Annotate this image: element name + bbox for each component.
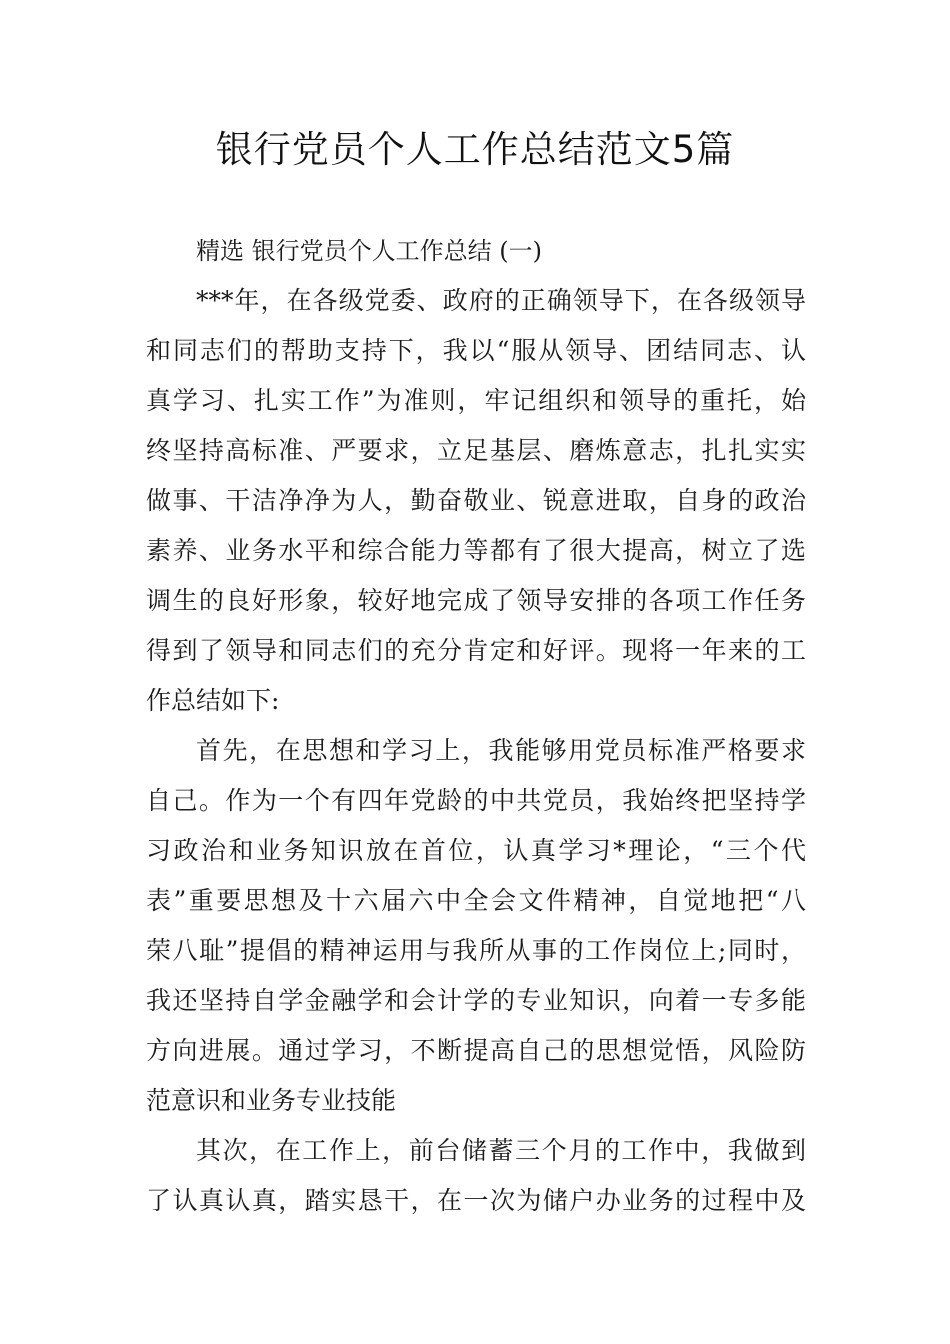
paragraph [146, 1126, 806, 1226]
paragraph-line: 方向进展。通过学习，不断提高自己的思想觉悟，风险防 [146, 1036, 806, 1065]
section-subheading: 精选 银行党员个人工作总结 (一) [196, 237, 542, 265]
paragraph-line: 表”重要思想及十六届六中全会文件精神，自觉地把“八 [146, 886, 806, 915]
paragraph-line: ***年，在各级党委、政府的正确领导下，在各级领导 [196, 286, 806, 315]
document-body [146, 226, 806, 1226]
paragraph-line: 终坚持高标准、严要求，立足基层、磨炼意志，扎扎实实 [146, 436, 806, 465]
paragraph [146, 726, 806, 1126]
paragraph-line: 得到了领导和同志们的充分肯定和好评。现将一年来的工 [146, 636, 806, 665]
paragraph-line: 素养、业务水平和综合能力等都有了很大提高，树立了选 [146, 536, 806, 565]
paragraph [146, 276, 806, 726]
paragraph-line: 荣八耻”提倡的精神运用与我所从事的工作岗位上;同时， [146, 936, 806, 965]
paragraph-line: 我还坚持自学金融学和会计学的专业知识，向着一专多能 [146, 986, 806, 1015]
paragraph-line: 习政治和业务知识放在首位，认真学习*理论，“三个代 [146, 836, 806, 865]
paragraph-line: 真学习、扎实工作”为准则，牢记组织和领导的重托，始 [146, 386, 806, 415]
paragraph-line: 作总结如下: [146, 686, 280, 715]
document-title: 银行党员个人工作总结范文5篇 [215, 128, 735, 171]
paragraph-line: 其次，在工作上，前台储蓄三个月的工作中，我做到 [196, 1136, 806, 1165]
paragraph-line: 首先，在思想和学习上，我能够用党员标准严格要求 [196, 736, 806, 765]
paragraph-line: 调生的良好形象，较好地完成了领导安排的各项工作任务 [146, 586, 806, 615]
paragraph-line: 和同志们的帮助支持下，我以“服从领导、团结同志、认 [146, 336, 806, 365]
paragraph-line: 了认真认真，踏实恳干，在一次为储户办业务的过程中及 [146, 1186, 806, 1215]
paragraph-line: 范意识和业务专业技能 [146, 1086, 397, 1115]
paragraph-line: 自己。作为一个有四年党龄的中共党员，我始终把坚持学 [146, 786, 806, 815]
paragraph-line: 做事、干洁净净为人，勤奋敬业、锐意进取，自身的政治 [146, 486, 806, 515]
